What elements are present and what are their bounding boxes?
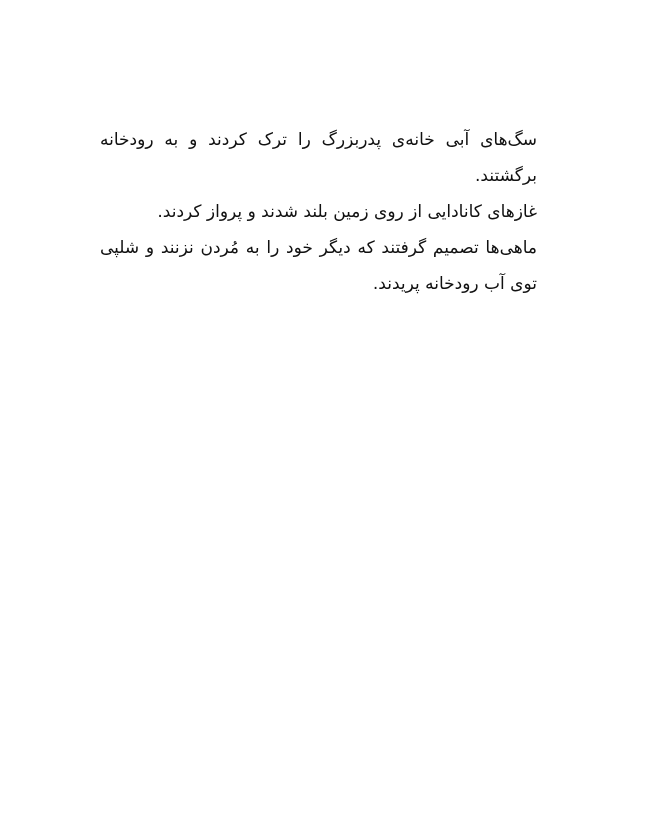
paragraph-dogs: سگ‌های آبی خانه‌ی پدربزرگ را ترک کردند و به رودخانه برگشتند. [100,130,537,186]
paragraph-geese: غازهای کانادایی از روی زمین بلند شدند و پرواز کردند. [157,202,537,222]
paragraph-fish: ماهی‌ها تصمیم گرفتند که دیگر خود را به مُردن نزنند و شلپی توی آب رودخانه پریدند. [100,238,537,294]
story-text [100,122,537,302]
